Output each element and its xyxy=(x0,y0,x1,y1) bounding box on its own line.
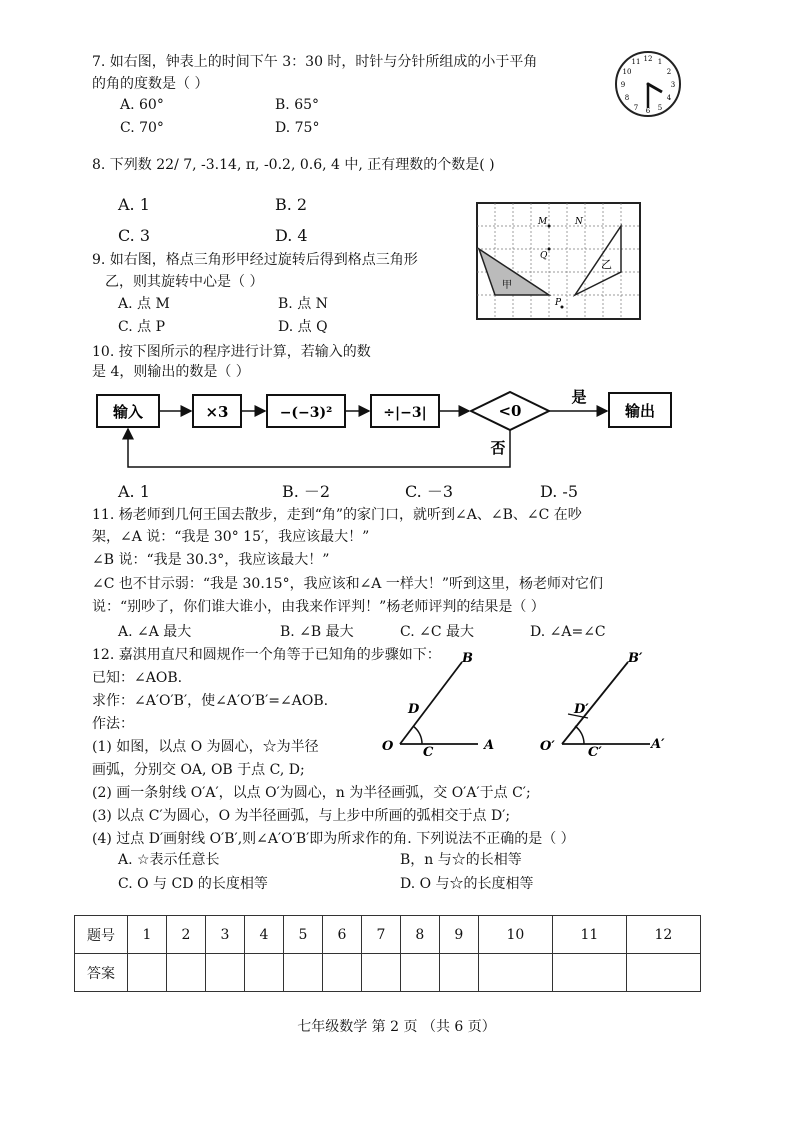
answer-table-num-9: 9 xyxy=(439,916,478,954)
clock-hour-hand xyxy=(648,84,662,92)
q12-step2: (2) 画一条射线 O′A′，以点 O′为圆心，n 为半径画弧，交 O′A′于点 C′; xyxy=(92,785,531,801)
clock-num-2: 2 xyxy=(666,68,672,76)
clock-num-11: 11 xyxy=(631,58,641,66)
q8-option-a: A. 1 xyxy=(118,195,150,214)
flowchart xyxy=(95,385,675,475)
q9-option-a: A. 点 M xyxy=(118,296,170,312)
label-a-prime: A′ xyxy=(651,737,665,752)
q11-option-a: A. ∠A 最大 xyxy=(118,624,192,640)
q11-option-d: D. ∠A=∠C xyxy=(530,624,606,640)
clock-num-7: 7 xyxy=(633,104,639,112)
clock-num-10: 10 xyxy=(622,68,632,76)
label-o-prime: O′ xyxy=(540,739,555,754)
answer-table-head-answer: 答案 xyxy=(75,954,128,992)
answer-table xyxy=(74,915,701,992)
q7-option-c: C. 70° xyxy=(120,120,164,136)
q12-find: 求作：∠A′O′B′，使∠A′O′B′=∠AOB. xyxy=(92,693,329,709)
q12-option-d: D. O 与☆的长度相等 xyxy=(400,876,534,892)
answer-cell-2[interactable] xyxy=(166,954,205,992)
q9-option-b: B. 点 N xyxy=(278,296,328,312)
answer-cell-12[interactable] xyxy=(626,954,700,992)
label-yi: 乙 xyxy=(601,258,612,271)
clock-figure xyxy=(612,48,684,120)
label-b: B xyxy=(462,651,473,666)
label-d: D xyxy=(408,702,420,717)
answer-table-num-4: 4 xyxy=(244,916,283,954)
answer-cell-5[interactable] xyxy=(283,954,322,992)
label-c: C xyxy=(423,745,434,760)
q7-option-d: D. 75° xyxy=(275,120,320,136)
grid-figure xyxy=(476,202,641,320)
answer-cell-1[interactable] xyxy=(128,954,167,992)
q10-option-b: B. －2 xyxy=(282,482,331,501)
answer-table-num-5: 5 xyxy=(283,916,322,954)
q7-option-b: B. 65° xyxy=(275,97,320,113)
clock-num-8: 8 xyxy=(624,94,630,102)
answer-cell-9[interactable] xyxy=(439,954,478,992)
q12-step1a: (1) 如图，以点 O 为圆心，☆为半径 xyxy=(92,739,319,755)
q10-option-a: A. 1 xyxy=(118,482,150,501)
label-q: Q xyxy=(540,251,548,261)
q11-line1: 11. 杨老师到几何王国去散步，走到“角”的家门口，就听到∠A、∠B、∠C 在吵 xyxy=(92,507,582,523)
answer-cell-11[interactable] xyxy=(552,954,626,992)
q11-option-c: C. ∠C 最大 xyxy=(400,624,475,640)
q10-option-d: D. -5 xyxy=(540,482,579,501)
flow-minus-label: −(−3)² xyxy=(279,405,333,421)
answer-cell-6[interactable] xyxy=(322,954,361,992)
answer-table-header-row xyxy=(75,916,701,954)
q11-line4: ∠C 也不甘示弱：“我是 30.15°，我应该和∠A 一样大！”听到这里，杨老师对它们 xyxy=(92,576,604,592)
q10-line1: 10. 按下图所示的程序进行计算，若输入的数 xyxy=(92,344,371,360)
label-m: M xyxy=(538,217,548,227)
q11-line5: 说：“别吵了，你们谁大谁小，由我来作评判！”杨老师评判的结果是（ ） xyxy=(92,599,545,615)
q10-option-c: C. －3 xyxy=(405,482,454,501)
flow-no-label: 否 xyxy=(490,439,506,457)
label-jia: 甲 xyxy=(502,280,512,291)
answer-table-num-3: 3 xyxy=(205,916,244,954)
q12-step4: (4) 过点 D′画射线 O′B′,则∠A′O′B′即为所求作的角. 下列说法不正确的是（ ） xyxy=(92,831,575,847)
q9-line1: 9. 如右图，格点三角形甲经过旋转后得到格点三角形 xyxy=(92,252,418,268)
flow-output-label: 输出 xyxy=(624,402,656,420)
q12-method: 作法： xyxy=(92,716,134,732)
answer-table-answer-row xyxy=(75,954,701,992)
q7-line1: 7. 如右图，钟表上的时间下午 3：30 时，时针与分针所组成的小于平角 xyxy=(92,54,538,70)
q11-line2: 架，∠A 说：“我是 30° 15′，我应该最大！” xyxy=(92,529,370,545)
answer-table-num-12: 12 xyxy=(626,916,700,954)
q12-option-a: A. ☆表示任意长 xyxy=(118,852,220,868)
q7-line2: 的角的度数是（ ） xyxy=(92,76,209,92)
q12-option-c: C. O 与 CD 的长度相等 xyxy=(118,876,268,892)
answer-table-num-2: 2 xyxy=(166,916,205,954)
q8-option-b: B. 2 xyxy=(275,195,308,214)
clock-num-4: 4 xyxy=(666,94,672,102)
q8-text: 8. 下列数 22/ 7, -3.14, π, -0.2, 0.6, 4 中, 正有理数的个数是( ) xyxy=(92,157,495,173)
q9-option-d: D. 点 Q xyxy=(278,319,328,335)
answer-table-head-number: 题号 xyxy=(75,916,128,954)
q11-line3: ∠B 说：“我是 30.3°，我应该最大！” xyxy=(92,552,330,568)
answer-table-num-10: 10 xyxy=(478,916,552,954)
answer-cell-10[interactable] xyxy=(478,954,552,992)
answer-cell-8[interactable] xyxy=(400,954,439,992)
angle-aob-figure xyxy=(370,650,510,760)
q7-option-a: A. 60° xyxy=(120,97,164,113)
q12-line1: 12. 嘉淇用直尺和圆规作一个角等于已知角的步骤如下： xyxy=(92,647,441,663)
answer-table-num-1: 1 xyxy=(128,916,167,954)
flow-times3-label: ×3 xyxy=(205,403,229,421)
q12-step3: (3) 以点 C′为圆心，O 为半径画弧，与上步中所画的弧相交于点 D′; xyxy=(92,808,511,824)
clock-num-3: 3 xyxy=(670,81,676,89)
q10-line2: 是 4，则输出的数是（ ） xyxy=(92,364,250,380)
clock-num-6: 6 xyxy=(645,107,651,115)
q12-option-b: B，n 与☆的长相等 xyxy=(400,852,522,868)
label-n: N xyxy=(575,217,583,227)
q12-given: 已知：∠AOB. xyxy=(92,670,183,686)
page-footer: 七年级数学 第 2 页 （共 6 页） xyxy=(297,1019,496,1035)
triangle-yi xyxy=(575,226,621,295)
clock-num-12: 12 xyxy=(643,55,653,63)
answer-table-num-6: 6 xyxy=(322,916,361,954)
flow-yes-label: 是 xyxy=(571,388,587,406)
answer-cell-3[interactable] xyxy=(205,954,244,992)
flow-divide-label: ÷|−3| xyxy=(383,405,427,421)
q8-option-c: C. 3 xyxy=(118,226,151,245)
answer-cell-7[interactable] xyxy=(361,954,400,992)
flow-input-label: 输入 xyxy=(112,403,144,421)
clock-num-1: 1 xyxy=(657,58,663,66)
label-b-prime: B′ xyxy=(628,651,643,666)
q9-option-c: C. 点 P xyxy=(118,319,165,335)
label-d-prime: D′ xyxy=(574,702,589,717)
label-p: P xyxy=(555,298,562,308)
q9-line2: 乙，则其旋转中心是（ ） xyxy=(105,274,264,290)
label-c-prime: C′ xyxy=(588,745,602,760)
angle-a2o2b2-figure xyxy=(538,650,698,760)
q11-option-b: B. ∠B 最大 xyxy=(280,624,354,640)
answer-table-num-7: 7 xyxy=(361,916,400,954)
label-a: A xyxy=(484,738,495,753)
label-o: O xyxy=(382,739,394,754)
flow-compare-label: <0 xyxy=(498,402,522,420)
q8-option-d: D. 4 xyxy=(275,226,308,245)
answer-table-num-11: 11 xyxy=(552,916,626,954)
answer-cell-4[interactable] xyxy=(244,954,283,992)
clock-num-5: 5 xyxy=(657,104,663,112)
clock-num-9: 9 xyxy=(620,81,626,89)
q12-step1b: 画弧，分别交 OA, OB 于点 C, D; xyxy=(92,762,305,778)
answer-table-num-8: 8 xyxy=(400,916,439,954)
